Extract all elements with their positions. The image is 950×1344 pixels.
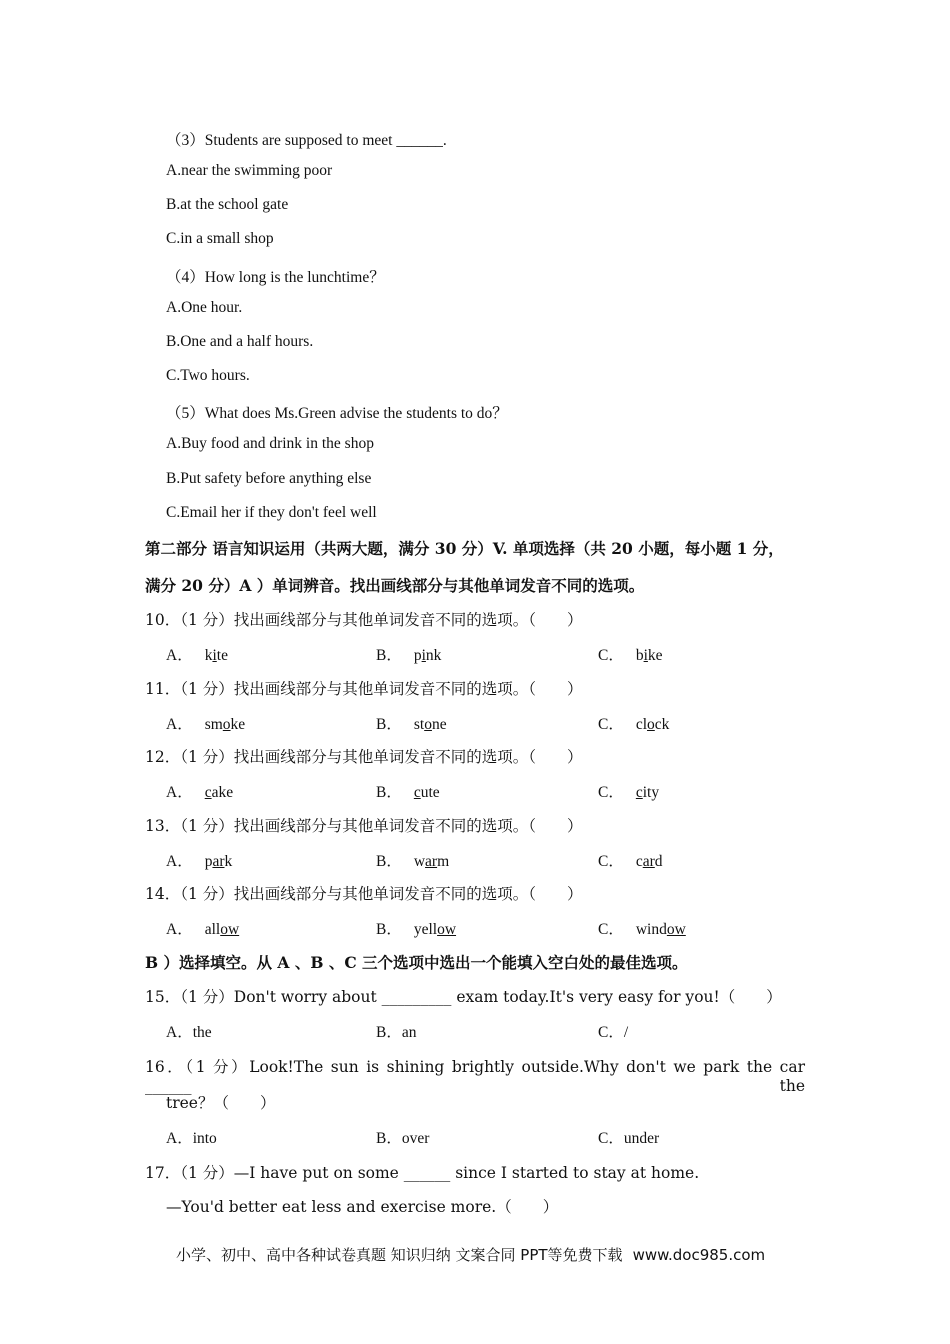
phonics-question-stem: 12．（1 分）找出画线部分与其他单词发音不同的选项。（ ） [145, 748, 583, 766]
option-label: A． [166, 921, 193, 938]
option-label: C． [598, 647, 624, 664]
phonics-option-b [376, 712, 447, 734]
question-5-option-c: C.Email her if they don't feel well [166, 504, 377, 521]
question-5-option-b: B.Put safety before anything else [166, 470, 372, 487]
word-suffix: ke [230, 716, 246, 733]
underlined-letters: ow [437, 921, 457, 938]
phonics-option-c [598, 780, 659, 802]
question-3-stem: （3）Students are supposed to meet ______. [166, 132, 447, 149]
phonics-question-stem: 14．（1 分）找出画线部分与其他单词发音不同的选项。（ ） [145, 885, 583, 903]
question-3-option-c: C.in a small shop [166, 230, 274, 247]
word-suffix: k [224, 853, 233, 870]
phonics-option-a [166, 643, 228, 665]
question-5-option-a: A.Buy food and drink in the shop [166, 435, 374, 452]
question-15-option-b: B．an [376, 1024, 417, 1041]
option-label: B． [376, 853, 402, 870]
phonics-option-a [166, 917, 239, 939]
word-suffix: ck [654, 716, 670, 733]
underlined-letters: ow [666, 921, 686, 938]
question-4-stem: （4）How long is the lunchtime？ [166, 269, 385, 286]
question-16-option-a: A．into [166, 1130, 217, 1147]
option-label: A． [166, 784, 193, 801]
question-15-option-a: A．the [166, 1024, 212, 1041]
phonics-question-stem: 11．（1 分）找出画线部分与其他单词发音不同的选项。（ ） [145, 680, 583, 698]
phonics-option-a [166, 849, 232, 871]
underlined-letters: o [222, 716, 231, 733]
phonics-option-b [376, 849, 449, 871]
word-prefix: w [413, 853, 426, 870]
word-prefix: b [635, 647, 644, 664]
phonics-option-b [376, 780, 440, 802]
word-prefix: wind [635, 921, 667, 938]
word-suffix: ne [431, 716, 447, 733]
option-label: C． [598, 784, 624, 801]
word-suffix: nk [425, 647, 442, 664]
underlined-letters: i [643, 647, 648, 664]
underlined-letters: i [421, 647, 426, 664]
word-prefix: sm [204, 716, 223, 733]
phonics-option-a [166, 712, 245, 734]
word-suffix: ute [420, 784, 440, 801]
word-prefix: st [413, 716, 425, 733]
option-label: A． [166, 853, 193, 870]
phonics-question-stem: 10．（1 分）找出画线部分与其他单词发音不同的选项。（ ） [145, 611, 583, 629]
phonics-option-c [598, 917, 686, 939]
word-prefix: yell [413, 921, 438, 938]
question-4-option-b: B.One and a half hours. [166, 333, 314, 350]
word-prefix: cl [635, 716, 648, 733]
word-prefix: k [204, 647, 213, 664]
question-4-option-a: A.One hour. [166, 299, 243, 316]
question-17-stem-line1: 17．（1 分）—I have put on some ______ since I started to stay at home. [145, 1164, 700, 1182]
option-label: C． [598, 716, 624, 733]
underlined-letters: c [204, 784, 212, 801]
option-label: B． [376, 716, 402, 733]
word-suffix: ke [647, 647, 663, 664]
option-label: A． [166, 716, 193, 733]
section-b-heading: B ）选择填空。从 A 、B 、C 三个选项中选出一个能填入空白处的最佳选项。 [145, 953, 688, 972]
footer-site-link[interactable]: www.doc985.com [632, 1246, 766, 1264]
word-prefix: c [635, 853, 643, 870]
part-two-heading-line1: 第二部分 语言知识运用（共两大题，满分 30 分）V. 单项选择（共 20 小题，每小题 1 分， [145, 539, 784, 558]
question-15-option-c: C．/ [598, 1024, 629, 1041]
word-prefix: all [204, 921, 221, 938]
underlined-letters: ar [212, 853, 225, 870]
question-16-stem-line1: 16．（1 分）Look!The sun is shining brightly outside.Why don't we park the car ______ the [145, 1058, 805, 1095]
question-4-option-c: C.Two hours. [166, 367, 250, 384]
part-two-heading-line2: 满分 20 分）A ）单词辨音。找出画线部分与其他单词发音不同的选项。 [145, 576, 645, 595]
underlined-letters: o [647, 716, 655, 733]
question-15-stem: 15．（1 分）Don't worry about _________ exam today.It's very easy for you!（ ） [145, 988, 782, 1006]
word-suffix: d [654, 853, 663, 870]
option-label: B． [376, 647, 402, 664]
underlined-letters: ar [642, 853, 655, 870]
option-label: B． [376, 921, 402, 938]
word-suffix: te [216, 647, 228, 664]
word-suffix: ake [211, 784, 234, 801]
question-16-option-b: B．over [376, 1130, 430, 1147]
underlined-letters: o [424, 716, 432, 733]
phonics-option-b [376, 643, 441, 665]
question-16-stem-line2: tree？（ ） [166, 1094, 276, 1112]
option-label: A． [166, 647, 193, 664]
underlined-letters: ar [425, 853, 438, 870]
page-footer [176, 1244, 765, 1265]
option-label: B． [376, 784, 402, 801]
underlined-letters: i [212, 647, 217, 664]
word-prefix: p [413, 647, 422, 664]
footer-text: 小学、初中、高中各种试卷真题 知识归纳 文案合同 PPT等免费下载 [176, 1246, 623, 1264]
underlined-letters: c [413, 784, 421, 801]
word-prefix: p [204, 853, 213, 870]
option-label: C． [598, 921, 624, 938]
question-17-stem-line2: —You'd better eat less and exercise more.（ ） [166, 1198, 559, 1216]
question-5-stem: （5）What does Ms.Green advise the students to do？ [166, 405, 508, 422]
phonics-question-stem: 13．（1 分）找出画线部分与其他单词发音不同的选项。（ ） [145, 817, 583, 835]
phonics-option-c [598, 643, 663, 665]
underlined-letters: c [635, 784, 643, 801]
phonics-option-a [166, 780, 233, 802]
underlined-letters: ow [220, 921, 240, 938]
question-3-option-a: A.near the swimming poor [166, 162, 333, 179]
phonics-option-c [598, 849, 663, 871]
phonics-option-b [376, 917, 456, 939]
word-suffix: ity [642, 784, 660, 801]
option-label: C． [598, 853, 624, 870]
word-suffix: m [437, 853, 450, 870]
question-3-option-b: B.at the school gate [166, 196, 289, 213]
question-16-option-c: C．under [598, 1130, 660, 1147]
phonics-option-c [598, 712, 669, 734]
